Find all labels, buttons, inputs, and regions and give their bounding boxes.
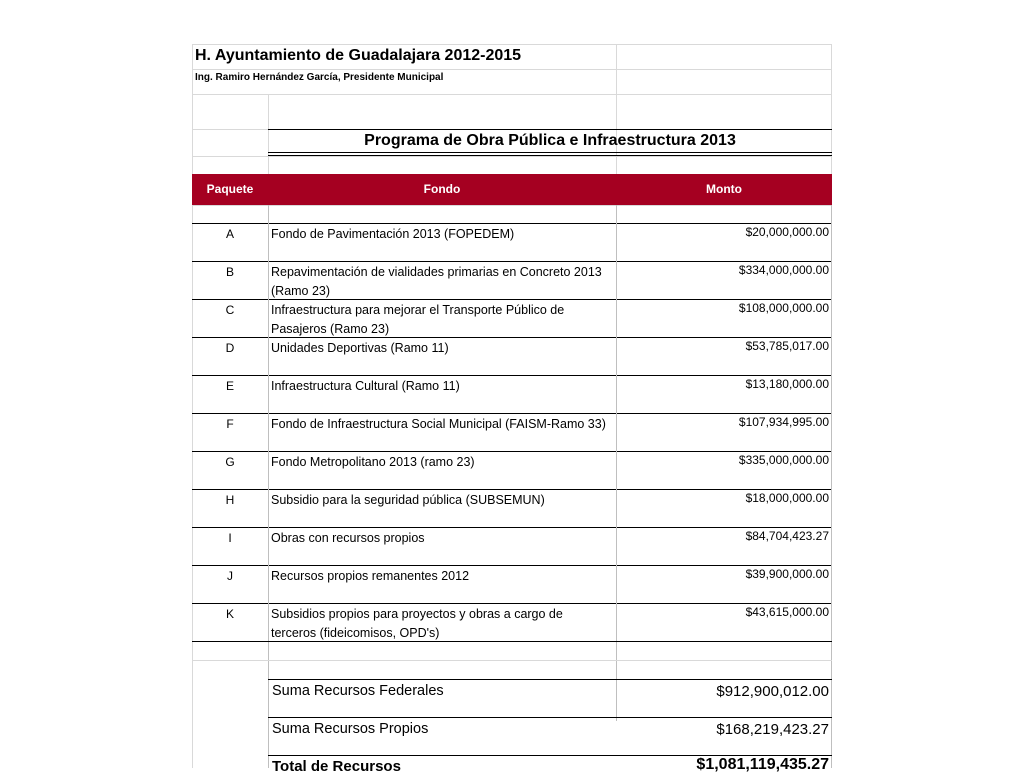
cell-fondo: Recursos propios remanentes 2012 [271,569,470,583]
table-row [192,603,832,642]
cell-monto: $43,615,000.00 [745,605,829,619]
cell-monto: $20,000,000.00 [745,225,829,239]
cell-monto: $13,180,000.00 [745,377,829,391]
program-title: Programa de Obra Pública e Infraestructura 2013 [364,132,736,149]
column-header-monto: Monto [706,182,742,196]
table-row [192,413,832,452]
cell-fondo: Fondo de Infraestructura Social Municipal (FAISM-Ramo 33) [271,417,606,431]
table-row [192,489,832,528]
summary-rule [268,717,832,718]
cell-fondo: Infraestructura Cultural (Ramo 11) [271,379,460,393]
table-row [192,565,832,604]
column-divider [268,205,269,768]
grid-line [192,44,832,45]
column-header-paquete: Paquete [206,182,254,196]
cell-monto: $39,900,000.00 [745,567,829,581]
summary-rule [268,679,832,680]
cell-fondo: Obras con recursos propios [271,531,425,545]
cell-monto: $335,000,000.00 [738,453,829,467]
cell-fondo: Subsidio para la seguridad pública (SUBSEMUN) [271,493,545,507]
column-divider [616,205,617,721]
page-title: H. Ayuntamiento de Guadalajara 2012-2015 [195,47,522,64]
cell-paquete: G [225,455,235,469]
suma-propios-label: Suma Recursos Propios [272,721,429,737]
cell-paquete: C [225,303,235,317]
cell-paquete: F [226,417,234,431]
table-row [192,375,832,414]
table-row [192,337,832,376]
table-row [192,299,832,338]
title-rule-top [268,129,832,130]
table-row [192,451,832,490]
suma-federales-label: Suma Recursos Federales [272,683,444,699]
cell-monto: $84,704,423.27 [745,529,829,543]
grid-line [192,156,832,157]
cell-paquete: H [225,493,235,507]
cell-monto: $107,934,995.00 [738,415,829,429]
grid-line [192,660,832,661]
cell-paquete: J [227,569,233,583]
cell-monto: $53,785,017.00 [745,339,829,353]
cell-paquete: A [225,227,234,241]
cell-paquete: E [225,379,234,393]
suma-federales-value: $912,900,012.00 [716,683,829,700]
column-divider [831,205,832,768]
cell-fondo: Subsidios propios para proyectos y obras a cargo de terceros (fideicomisos, OPD's) [271,607,563,640]
cell-paquete: B [225,265,234,279]
grid-line [192,129,268,130]
table-row [192,527,832,566]
cell-monto: $18,000,000.00 [745,491,829,505]
cell-paquete: D [225,341,235,355]
column-header-fondo: Fondo [423,182,461,196]
grid-line [192,69,832,70]
total-label: Total de Recursos [272,758,401,775]
cell-paquete: K [225,607,234,621]
table-header [192,174,832,205]
cell-paquete: I [228,531,232,545]
page-subtitle: Ing. Ramiro Hernández García, Presidente Municipal [195,72,444,83]
cell-monto: $334,000,000.00 [738,263,829,277]
grid-line [192,94,832,95]
table-row [192,261,832,300]
table-row [192,223,832,262]
title-rule-bottom [268,152,832,153]
cell-fondo: Repavimentación de vialidades primarias en Concreto 2013 (Ramo 23) [271,265,602,298]
grid-line [192,205,832,206]
cell-fondo: Infraestructura para mejorar el Transporte Público de Pasajeros (Ramo 23) [271,303,565,336]
cell-fondo: Unidades Deportivas (Ramo 11) [271,341,449,355]
cell-monto: $108,000,000.00 [738,301,829,315]
title-rule-bottom-double [268,155,832,156]
cell-fondo: Fondo Metropolitano 2013 (ramo 23) [271,455,475,469]
table-bottom-rule [192,641,832,642]
suma-propios-value: $168,219,423.27 [716,721,829,738]
total-value: $1,081,119,435.27 [696,756,829,773]
cell-fondo: Fondo de Pavimentación 2013 (FOPEDEM) [271,227,515,241]
